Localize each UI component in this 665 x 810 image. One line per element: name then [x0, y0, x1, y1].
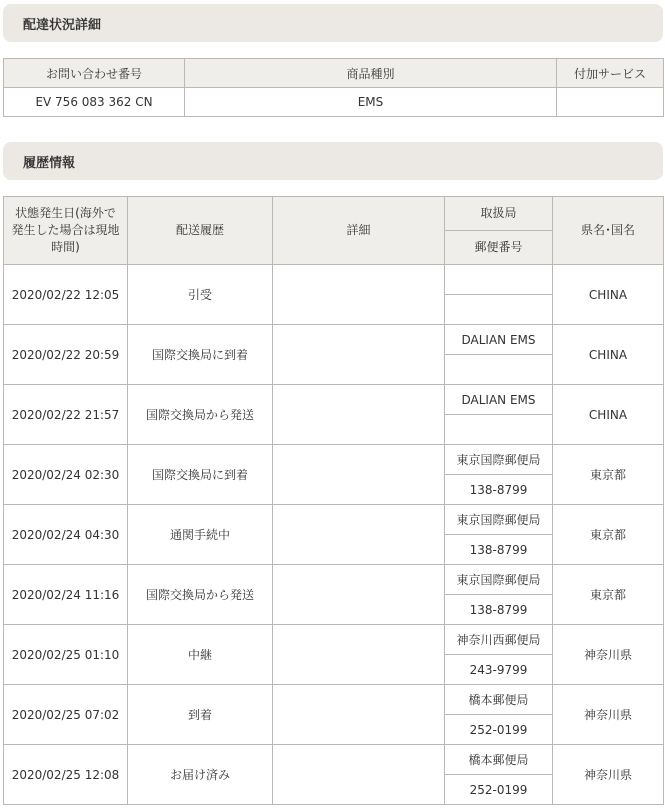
table-row: [4, 445, 664, 475]
summary-header-row: [4, 59, 664, 88]
header-region: 県名･国名: [553, 197, 664, 265]
history-region: 神奈川県: [553, 625, 664, 685]
history-detail: [273, 505, 445, 565]
summary-header-type: 商品種別: [185, 59, 557, 88]
table-row: [4, 265, 664, 295]
history-detail: [273, 265, 445, 325]
history-office: 東京国際郵便局: [445, 445, 553, 475]
delivery-status-header: [3, 4, 663, 42]
history-event: 国際交換局から発送: [128, 385, 273, 445]
history-title: 履歴情報: [23, 155, 76, 171]
header-detail: 詳細: [273, 197, 445, 265]
history-office: 神奈川西郵便局: [445, 625, 553, 655]
history-postal: [445, 415, 553, 445]
history-event: 到着: [128, 685, 273, 745]
history-postal: [445, 355, 553, 385]
table-row: [4, 385, 664, 415]
summary-table: [3, 58, 664, 117]
history-detail: [273, 325, 445, 385]
history-event: お届け済み: [128, 745, 273, 805]
history-office: DALIAN EMS: [445, 385, 553, 415]
history-table: [3, 196, 664, 805]
history-region: 神奈川県: [553, 685, 664, 745]
history-date: 2020/02/24 02:30: [4, 445, 128, 505]
history-detail: [273, 745, 445, 805]
history-postal: 138-8799: [445, 535, 553, 565]
history-office: [445, 265, 553, 295]
summary-header-tracking: お問い合わせ番号: [4, 59, 185, 88]
history-date: 2020/02/24 04:30: [4, 505, 128, 565]
history-date: 2020/02/22 20:59: [4, 325, 128, 385]
history-postal: 243-9799: [445, 655, 553, 685]
history-region: 東京都: [553, 505, 664, 565]
history-region: CHINA: [553, 325, 664, 385]
history-event: 引受: [128, 265, 273, 325]
table-row: [4, 505, 664, 535]
history-event: 国際交換局から発送: [128, 565, 273, 625]
history-date: 2020/02/25 12:08: [4, 745, 128, 805]
history-region: CHINA: [553, 265, 664, 325]
product-type: EMS: [185, 88, 557, 117]
summary-value-row: [4, 88, 664, 117]
history-postal: 252-0199: [445, 715, 553, 745]
history-event: 国際交換局に到着: [128, 325, 273, 385]
history-header-row: [4, 197, 664, 231]
history-region: CHINA: [553, 385, 664, 445]
header-office: 取扱局: [445, 197, 553, 231]
table-row: [4, 625, 664, 655]
header-postal: 郵便番号: [445, 231, 553, 265]
history-region: 東京都: [553, 565, 664, 625]
history-region: 東京都: [553, 445, 664, 505]
history-office: 東京国際郵便局: [445, 565, 553, 595]
history-postal: 138-8799: [445, 475, 553, 505]
history-office: 東京国際郵便局: [445, 505, 553, 535]
history-date: 2020/02/22 21:57: [4, 385, 128, 445]
history-header: [3, 142, 663, 180]
summary-header-service: 付加サービス: [557, 59, 664, 88]
history-event: 通関手続中: [128, 505, 273, 565]
history-detail: [273, 565, 445, 625]
history-postal: 252-0199: [445, 775, 553, 805]
history-postal: 138-8799: [445, 595, 553, 625]
additional-service: [557, 88, 664, 117]
header-event: 配送履歴: [128, 197, 273, 265]
history-office: 橋本郵便局: [445, 685, 553, 715]
history-region: 神奈川県: [553, 745, 664, 805]
table-row: [4, 745, 664, 775]
delivery-status-title: 配達状況詳細: [23, 17, 102, 33]
history-detail: [273, 625, 445, 685]
history-postal: [445, 295, 553, 325]
history-date: 2020/02/25 01:10: [4, 625, 128, 685]
history-detail: [273, 385, 445, 445]
history-detail: [273, 685, 445, 745]
table-row: [4, 565, 664, 595]
history-event: 国際交換局に到着: [128, 445, 273, 505]
tracking-number: EV 756 083 362 CN: [4, 88, 185, 117]
history-office: 橋本郵便局: [445, 745, 553, 775]
table-row: [4, 685, 664, 715]
table-row: [4, 325, 664, 355]
history-office: DALIAN EMS: [445, 325, 553, 355]
header-date: 状態発生日(海外で発生した場合は現地時間): [4, 197, 128, 265]
history-date: 2020/02/25 07:02: [4, 685, 128, 745]
history-detail: [273, 445, 445, 505]
history-date: 2020/02/22 12:05: [4, 265, 128, 325]
history-event: 中継: [128, 625, 273, 685]
history-date: 2020/02/24 11:16: [4, 565, 128, 625]
